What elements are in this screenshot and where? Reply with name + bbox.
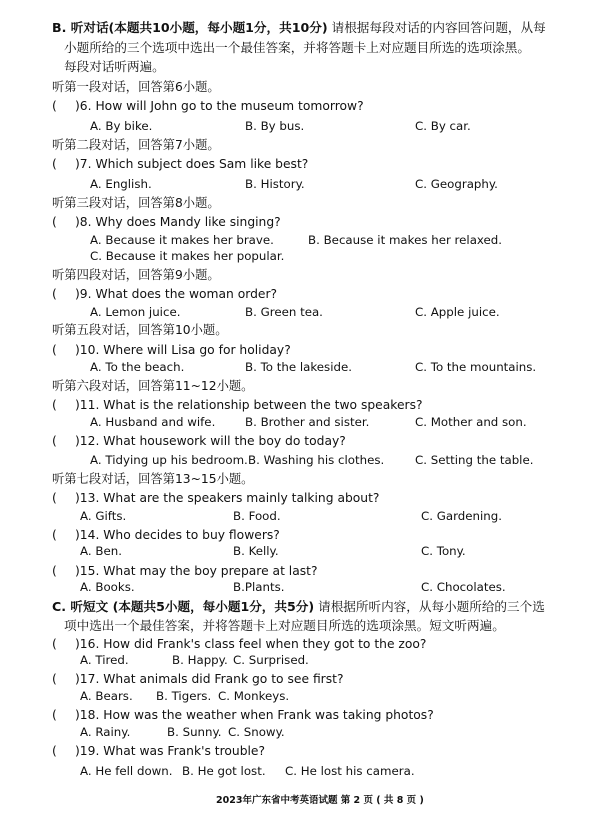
q13-bracket: ( bbox=[52, 491, 57, 505]
q15-option-b: B.Plants. bbox=[233, 580, 285, 594]
q13-option-b: B. Food. bbox=[233, 509, 281, 523]
q19-option-c: C. He lost his camera. bbox=[285, 764, 415, 778]
q18-question: )18. How was the weather when Frank was taking photos? bbox=[75, 708, 434, 722]
q15-option-a: A. Books. bbox=[80, 580, 135, 594]
q16-bracket: ( bbox=[52, 637, 57, 651]
section-c-instructions-2: 项中选出一个最佳答案，并将答题卡上对应题目所选的选项涂黑。短文听两遍。 bbox=[64, 618, 505, 633]
q17-option-c: C. Monkeys. bbox=[218, 689, 290, 703]
dialogue-3-instruction: 听第三段对话，回答第8小题。 bbox=[52, 196, 220, 210]
q15-question: )15. What may the boy prepare at last? bbox=[75, 564, 318, 578]
section-c-instructions-1: 请根据所听内容，从每小题所给的三个选 bbox=[314, 599, 545, 614]
q10-option-a: A. To the beach. bbox=[90, 360, 185, 374]
page-footer: 2023年广东省中考英语试题 第 2 页 ( 共 8 页 ) bbox=[216, 795, 424, 806]
q14-option-a: A. Ben. bbox=[80, 544, 122, 558]
section-b-heading: B. 听对话(本题共10小题，每小题1分，共10分) bbox=[52, 20, 328, 35]
dialogue-7-instruction: 听第七段对话，回答第13~15小题。 bbox=[52, 472, 254, 486]
q7-option-c: C. Geography. bbox=[415, 177, 498, 191]
q19-bracket: ( bbox=[52, 744, 57, 758]
q10-question: )10. Where will Lisa go for holiday? bbox=[75, 343, 291, 357]
q13-option-c: C. Gardening. bbox=[421, 509, 502, 523]
q17-option-b: B. Tigers. bbox=[156, 689, 212, 703]
q14-bracket: ( bbox=[52, 528, 57, 542]
q12-question: )12. What housework will the boy do today? bbox=[75, 434, 346, 448]
q16-option-b: B. Happy. bbox=[172, 653, 228, 667]
section-c-heading: C. 听短文 (本题共5小题，每小题1分，共5分) bbox=[52, 599, 315, 614]
section-b-heading-line bbox=[52, 20, 546, 36]
section-b-instructions-2: 小题所给的三个选项中选出一个最佳答案，并将答题卡上对应题目所选的选项涂黑。 bbox=[64, 40, 530, 55]
q12-option-b: B. Washing his clothes. bbox=[248, 453, 385, 467]
q16-option-c: C. Surprised. bbox=[233, 653, 309, 667]
section-b-instructions-1: 请根据每段对话的内容回答问题，从每 bbox=[327, 20, 546, 35]
q11-option-a: A. Husband and wife. bbox=[90, 415, 216, 429]
q6-option-c: C. By car. bbox=[415, 119, 471, 133]
q19-option-b: B. He got lost. bbox=[182, 764, 266, 778]
q8-question: )8. Why does Mandy like singing? bbox=[75, 215, 281, 229]
q10-option-c: C. To the mountains. bbox=[415, 360, 537, 374]
q17-bracket: ( bbox=[52, 672, 57, 686]
q17-option-a: A. Bears. bbox=[80, 689, 133, 703]
q6-question: )6. How will John go to the museum tomorrow? bbox=[75, 99, 364, 113]
q10-bracket: ( bbox=[52, 343, 57, 357]
q16-option-a: A. Tired. bbox=[80, 653, 129, 667]
q18-option-c: C. Snowy. bbox=[228, 725, 285, 739]
q9-option-c: C. Apple juice. bbox=[415, 305, 500, 319]
q8-bracket: ( bbox=[52, 215, 57, 229]
q11-question: )11. What is the relationship between the two speakers? bbox=[75, 398, 423, 412]
q14-option-b: B. Kelly. bbox=[233, 544, 279, 558]
q12-bracket: ( bbox=[52, 434, 57, 448]
q7-option-b: B. History. bbox=[245, 177, 305, 191]
q7-bracket: ( bbox=[52, 157, 57, 171]
q11-bracket: ( bbox=[52, 398, 57, 412]
q12-option-a: A. Tidying up his bedroom. bbox=[90, 453, 248, 467]
dialogue-5-instruction: 听第五段对话，回答第10小题。 bbox=[52, 323, 228, 337]
q15-option-c: C. Chocolates. bbox=[421, 580, 506, 594]
q10-option-b: B. To the lakeside. bbox=[245, 360, 352, 374]
q9-option-a: A. Lemon juice. bbox=[90, 305, 181, 319]
q9-option-b: B. Green tea. bbox=[245, 305, 323, 319]
q11-option-b: B. Brother and sister. bbox=[245, 415, 370, 429]
q14-question: )14. Who decides to buy flowers? bbox=[75, 528, 280, 542]
q13-option-a: A. Gifts. bbox=[80, 509, 127, 523]
dialogue-2-instruction: 听第二段对话，回答第7小题。 bbox=[52, 138, 220, 152]
q6-option-b: B. By bus. bbox=[245, 119, 305, 133]
q9-bracket: ( bbox=[52, 287, 57, 301]
q19-question: )19. What was Frank's trouble? bbox=[75, 744, 266, 758]
q14-option-c: C. Tony. bbox=[421, 544, 466, 558]
section-c-heading-line bbox=[52, 599, 545, 615]
q18-option-a: A. Rainy. bbox=[80, 725, 131, 739]
q19-option-a: A. He fell down. bbox=[80, 764, 173, 778]
q6-bracket: ( bbox=[52, 99, 57, 113]
dialogue-1-instruction: 听第一段对话，回答第6小题。 bbox=[52, 80, 220, 94]
q8-option-b: B. Because it makes her relaxed. bbox=[308, 233, 503, 247]
q9-question: )9. What does the woman order? bbox=[75, 287, 278, 301]
q12-option-c: C. Setting the table. bbox=[415, 453, 534, 467]
q8-option-a: A. Because it makes her brave. bbox=[90, 233, 274, 247]
q15-bracket: ( bbox=[52, 564, 57, 578]
q17-question: )17. What animals did Frank go to see first? bbox=[75, 672, 344, 686]
q18-option-b: B. Sunny. bbox=[167, 725, 222, 739]
dialogue-4-instruction: 听第四段对话，回答第9小题。 bbox=[52, 268, 220, 282]
q7-question: )7. Which subject does Sam like best? bbox=[75, 157, 309, 171]
q11-option-c: C. Mother and son. bbox=[415, 415, 527, 429]
q6-option-a: A. By bike. bbox=[90, 119, 153, 133]
dialogue-6-instruction: 听第六段对话，回答第11~12小题。 bbox=[52, 379, 254, 393]
q13-question: )13. What are the speakers mainly talking about? bbox=[75, 491, 380, 505]
q16-question: )16. How did Frank's class feel when they got to the zoo? bbox=[75, 637, 427, 651]
q7-option-a: A. English. bbox=[90, 177, 152, 191]
q18-bracket: ( bbox=[52, 708, 57, 722]
q8-option-c: C. Because it makes her popular. bbox=[90, 249, 285, 263]
section-b-instructions-3: 每段对话听两遍。 bbox=[64, 59, 165, 74]
